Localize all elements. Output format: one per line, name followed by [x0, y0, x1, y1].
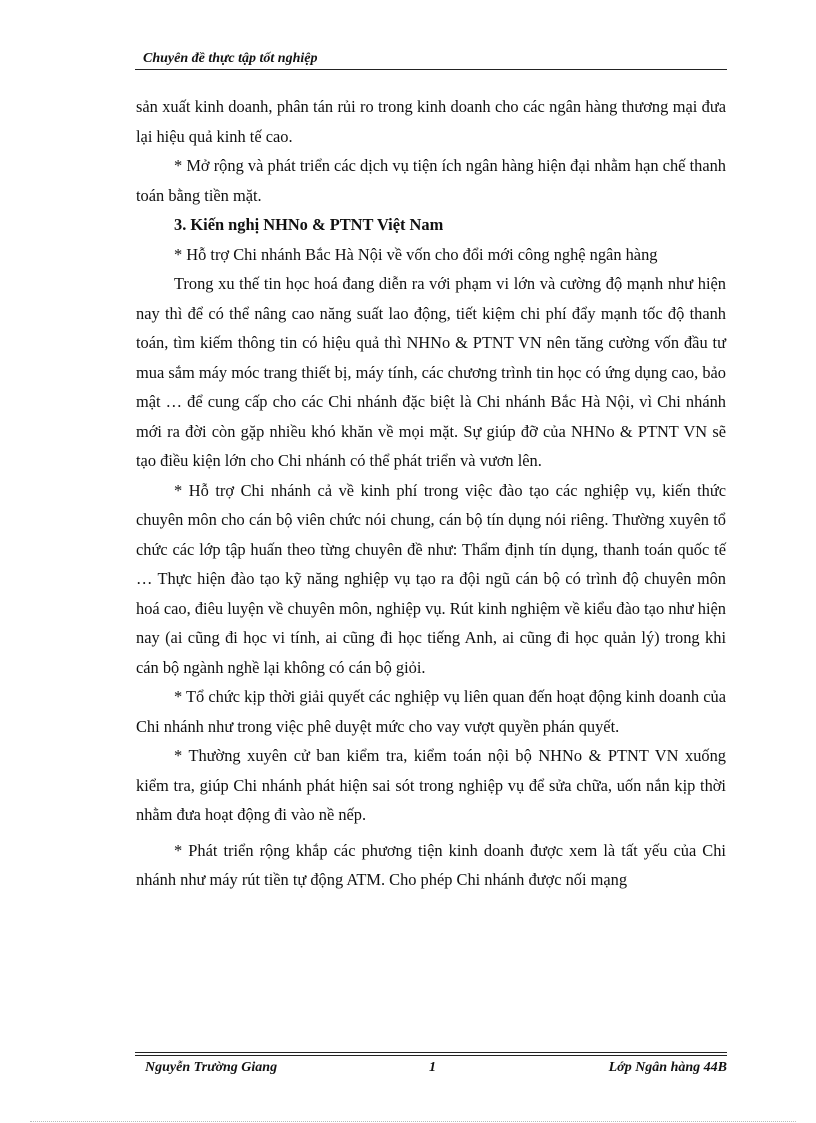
page-header	[135, 49, 727, 69]
header-rule	[135, 69, 727, 70]
footer-rule	[135, 1052, 727, 1056]
footer-author: Nguyễn Trường Giang	[145, 1060, 278, 1075]
paragraph-technology: Trong xu thế tin học hoá đang diễn ra với phạm vi lớn và cường độ mạnh như hiện nay thì để có thể nâng cao năng suất lao động, tiết kiệm chi phí đẩy mạnh tốc độ thanh toán, tìm kiếm thông tin có hiệu quả thì NHNo & PTNT VN nên tăng cường vốn đầu tư mua sắm máy móc trang thiết bị, máy tính, các chương trình tin học có ứng dụng cao, bảo mật … để cung cấp cho các Chi nhánh đặc biệt là Chi nhánh Bắc Hà Nội, vì Chi nhánh mới ra đời còn gặp nhiều khó khăn về mọi mặt. Sự giúp đỡ của NHNo & PTNT VN sẽ tạo điều kiện lớn cho Chi nhánh có thể phát triển và vươn lên.	[136, 274, 726, 470]
footer-class-name: Lớp Ngân hàng 44B	[608, 1060, 727, 1075]
paragraph-inspection: * Thường xuyên cử ban kiểm tra, kiểm toán nội bộ NHNo & PTNT VN xuống kiểm tra, giúp Chi nhánh phát hiện sai sót trong nghiệp vụ để sửa chữa, uốn nắn kịp thời nhằm đưa hoạt động đi vào nề nếp.	[136, 746, 726, 824]
paragraph-training: * Hỗ trợ Chi nhánh cả về kinh phí trong việc đào tạo các nghiệp vụ, kiến thức chuyên môn cho cán bộ viên chức nói chung, cán bộ tín dụng nói riêng. Thường xuyên tổ chức các lớp tập huấn theo từng chuyên đề như: Thẩm định tín dụng, thanh toán quốc tế … Thực hiện đào tạo kỹ năng nghiệp vụ tạo ra đội ngũ cán bộ có trình độ chuyên môn hoá cao, điêu luyện về chuyên môn, nghiệp vụ. Rút kinh nghiệm về kiểu đào tạo như hiện nay (ai cũng đi học vi tính, ai cũng đi học tiếng Anh, ai cũng đi học quản lý) trong khi cán bộ ngành nghề lại không có cán bộ giỏi.	[136, 480, 726, 677]
page-bottom-edge	[30, 1121, 796, 1122]
page-footer	[135, 1052, 727, 1082]
document-body	[136, 92, 726, 895]
paragraph-support-capital: * Hỗ trợ Chi nhánh Bắc Hà Nội về vốn cho đổi mới công nghệ ngân hàng	[174, 244, 658, 264]
header-title: Chuyên đề thực tập tốt nghiệp	[143, 51, 318, 66]
paragraph-continuation: sản xuất kinh doanh, phân tán rủi ro trong kinh doanh cho các ngân hàng thương mại đưa lại hiệu quả kinh tế cao.	[136, 97, 726, 146]
section-heading: 3. Kiến nghị NHNo & PTNT Việt Nam	[174, 215, 444, 234]
paragraph-timely-resolution: * Tổ chức kịp thời giải quyết các nghiệp vụ liên quan đến hoạt động kinh doanh của Chi nhánh như trong việc phê duyệt mức cho vay vượt quyền phán quyết.	[136, 687, 726, 736]
paragraph-atm: * Phát triển rộng khắp các phương tiện kinh doanh được xem là tất yếu của Chi nhánh như máy rút tiền tự động ATM. Cho phép Chi nhánh được nối mạng	[136, 840, 726, 889]
page-number: 1	[429, 1060, 436, 1075]
paragraph-services: * Mở rộng và phát triển các dịch vụ tiện ích ngân hàng hiện đại nhằm hạn chế thanh toán bằng tiền mặt.	[136, 156, 726, 205]
